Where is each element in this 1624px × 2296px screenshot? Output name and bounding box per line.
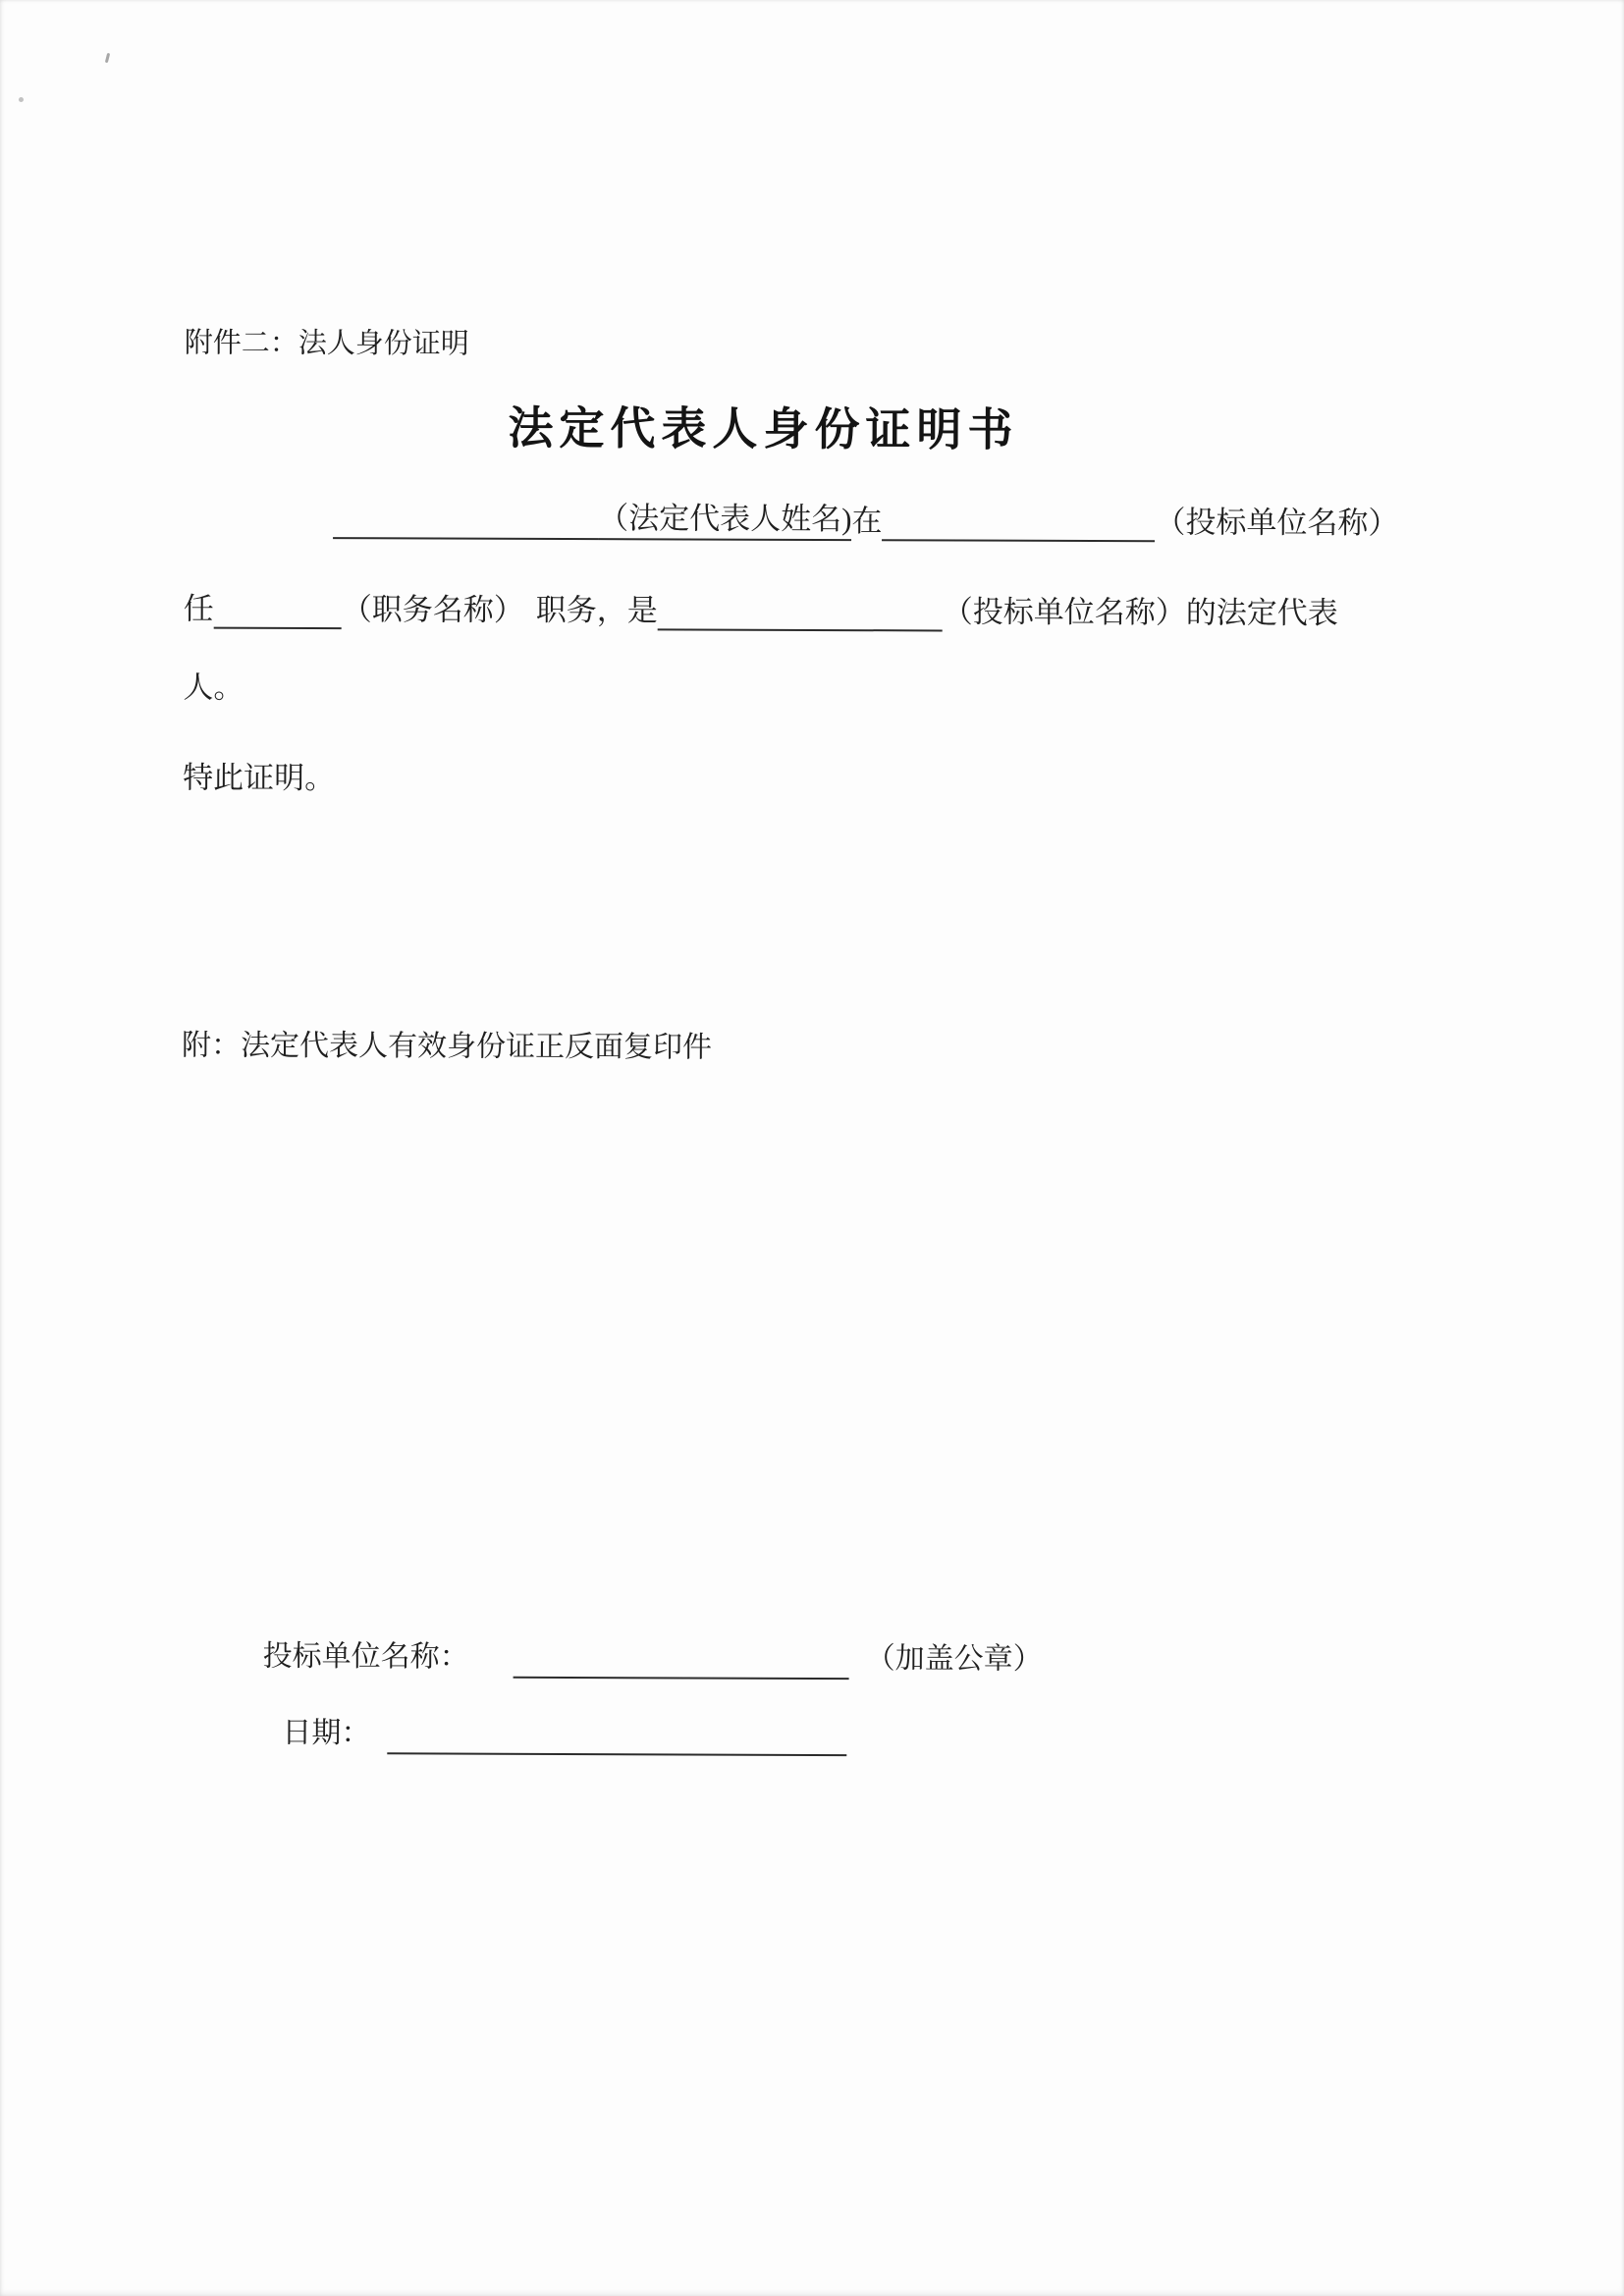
attachment-note-text: 附：法定代表人有效身份证正反面复印件 [182, 1029, 713, 1064]
unit-name-label: 投标单位名称： [262, 1639, 469, 1674]
body-line-3 [183, 667, 244, 707]
footer-date-line [282, 1713, 846, 1756]
fill-in-blank-bidder-name-2 [658, 628, 943, 631]
fill-in-blank-legal-rep-name [333, 537, 598, 540]
legal-rep-suffix: 的法定代表 [1185, 595, 1338, 631]
document-title: 法定代表人身份证明书 [508, 402, 1019, 455]
fill-in-blank-bidder-name [882, 539, 1155, 542]
date-label: 日期： [282, 1716, 371, 1750]
body-line-2 [184, 589, 1338, 633]
particle-in: 在 [851, 504, 883, 539]
position-mid-text: 职务，是 [535, 592, 658, 628]
fill-in-blank-unit-name [514, 1677, 849, 1680]
bidder-name-hint: （投标单位名称） [1155, 505, 1399, 541]
position-hint: （职务名称） [341, 592, 524, 627]
bidder-name-hint-2: （投标单位名称） [942, 594, 1186, 630]
attachment-note-line [182, 1025, 712, 1068]
sentence-end: 人。 [183, 669, 244, 705]
attachment-heading: 附件二：法人身份证明 [184, 327, 469, 360]
fill-in-blank-date [387, 1752, 846, 1756]
serve-as-prefix: 任 [183, 591, 214, 626]
official-seal-hint: （加盖公章） [865, 1642, 1043, 1676]
footer-unit-line [263, 1636, 1043, 1681]
body-line-1 [333, 498, 1398, 543]
body-line-4 [183, 758, 335, 798]
legal-rep-name-hint: （法定代表人姓名) [598, 499, 851, 541]
fill-in-blank-position [214, 627, 342, 629]
hereby-certify-text: 特此证明。 [183, 760, 336, 796]
